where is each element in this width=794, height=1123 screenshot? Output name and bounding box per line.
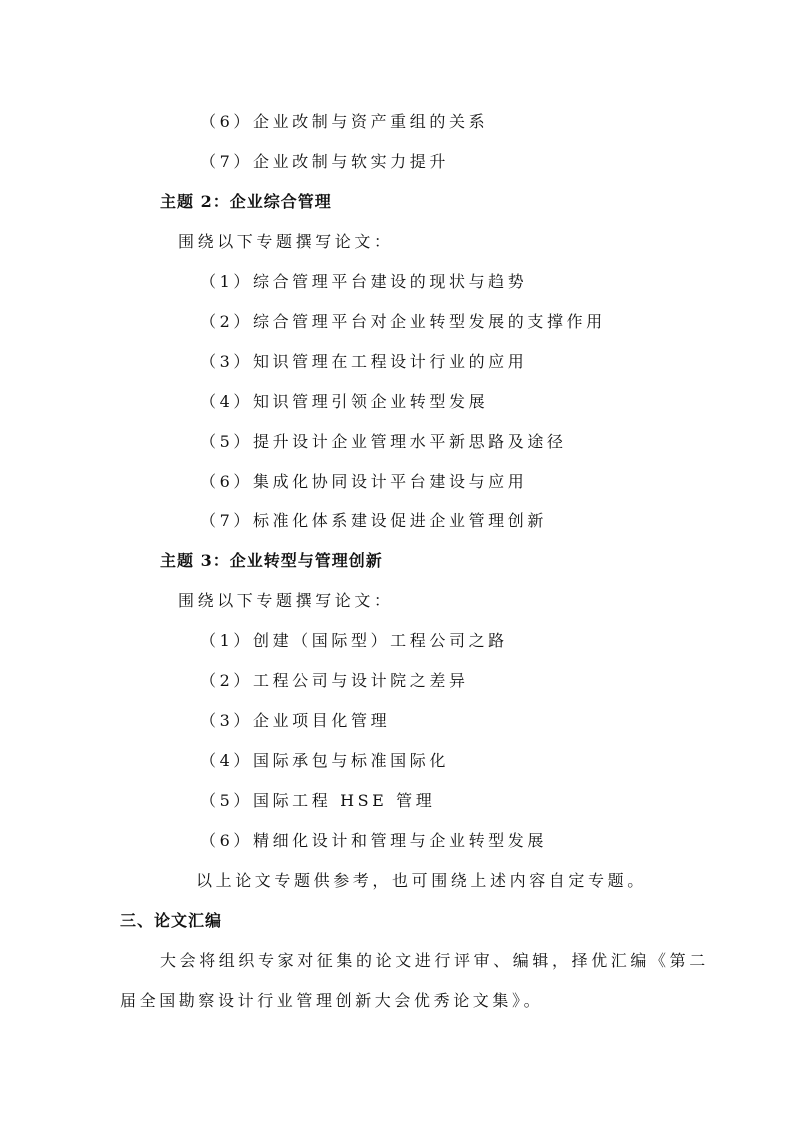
theme3-item: （1）创建（国际型）工程公司之路: [200, 631, 508, 650]
theme2-item: （2）综合管理平台对企业转型发展的支撑作用: [200, 312, 606, 331]
section3-heading: 三、论文汇编: [120, 911, 223, 930]
theme1-item-7: （7）企业改制与软实力提升: [200, 152, 449, 171]
theme2-item: （1）综合管理平台建设的现状与趋势: [200, 272, 528, 291]
theme2-heading: 主题 2：企业综合管理: [160, 192, 332, 211]
theme3-item: （5）国际工程 HSE 管理: [200, 791, 436, 810]
theme3-item: （6）精细化设计和管理与企业转型发展: [200, 831, 547, 850]
theme2-item: （3）知识管理在工程设计行业的应用: [200, 352, 528, 371]
theme3-intro: 围绕以下专题撰写论文：: [178, 591, 394, 610]
theme2-item: （6）集成化协同设计平台建设与应用: [200, 472, 528, 491]
theme3-item: （3）企业项目化管理: [200, 711, 391, 730]
theme3-item: （4）国际承包与标准国际化: [200, 751, 449, 770]
theme3-heading: 主题 3：企业转型与管理创新: [160, 551, 383, 570]
theme3-item: （2）工程公司与设计院之差异: [200, 671, 469, 690]
section3-paragraph-line1: 大会将组织专家对征集的论文进行评审、编辑，择优汇编《第二: [160, 951, 709, 970]
theme2-item: （5）提升设计企业管理水平新思路及途径: [200, 432, 567, 451]
section3-paragraph-line2: 届全国勘察设计行业管理创新大会优秀论文集》。: [120, 991, 544, 1010]
theme2-intro: 围绕以下专题撰写论文：: [178, 232, 394, 251]
theme2-item: （4）知识管理引领企业转型发展: [200, 392, 489, 411]
theme2-item: （7）标准化体系建设促进企业管理创新: [200, 511, 547, 530]
theme3-note: 以上论文专题供参考，也可围绕上述内容自定专题。: [196, 871, 647, 890]
theme1-item-6: （6）企业改制与资产重组的关系: [200, 112, 489, 131]
